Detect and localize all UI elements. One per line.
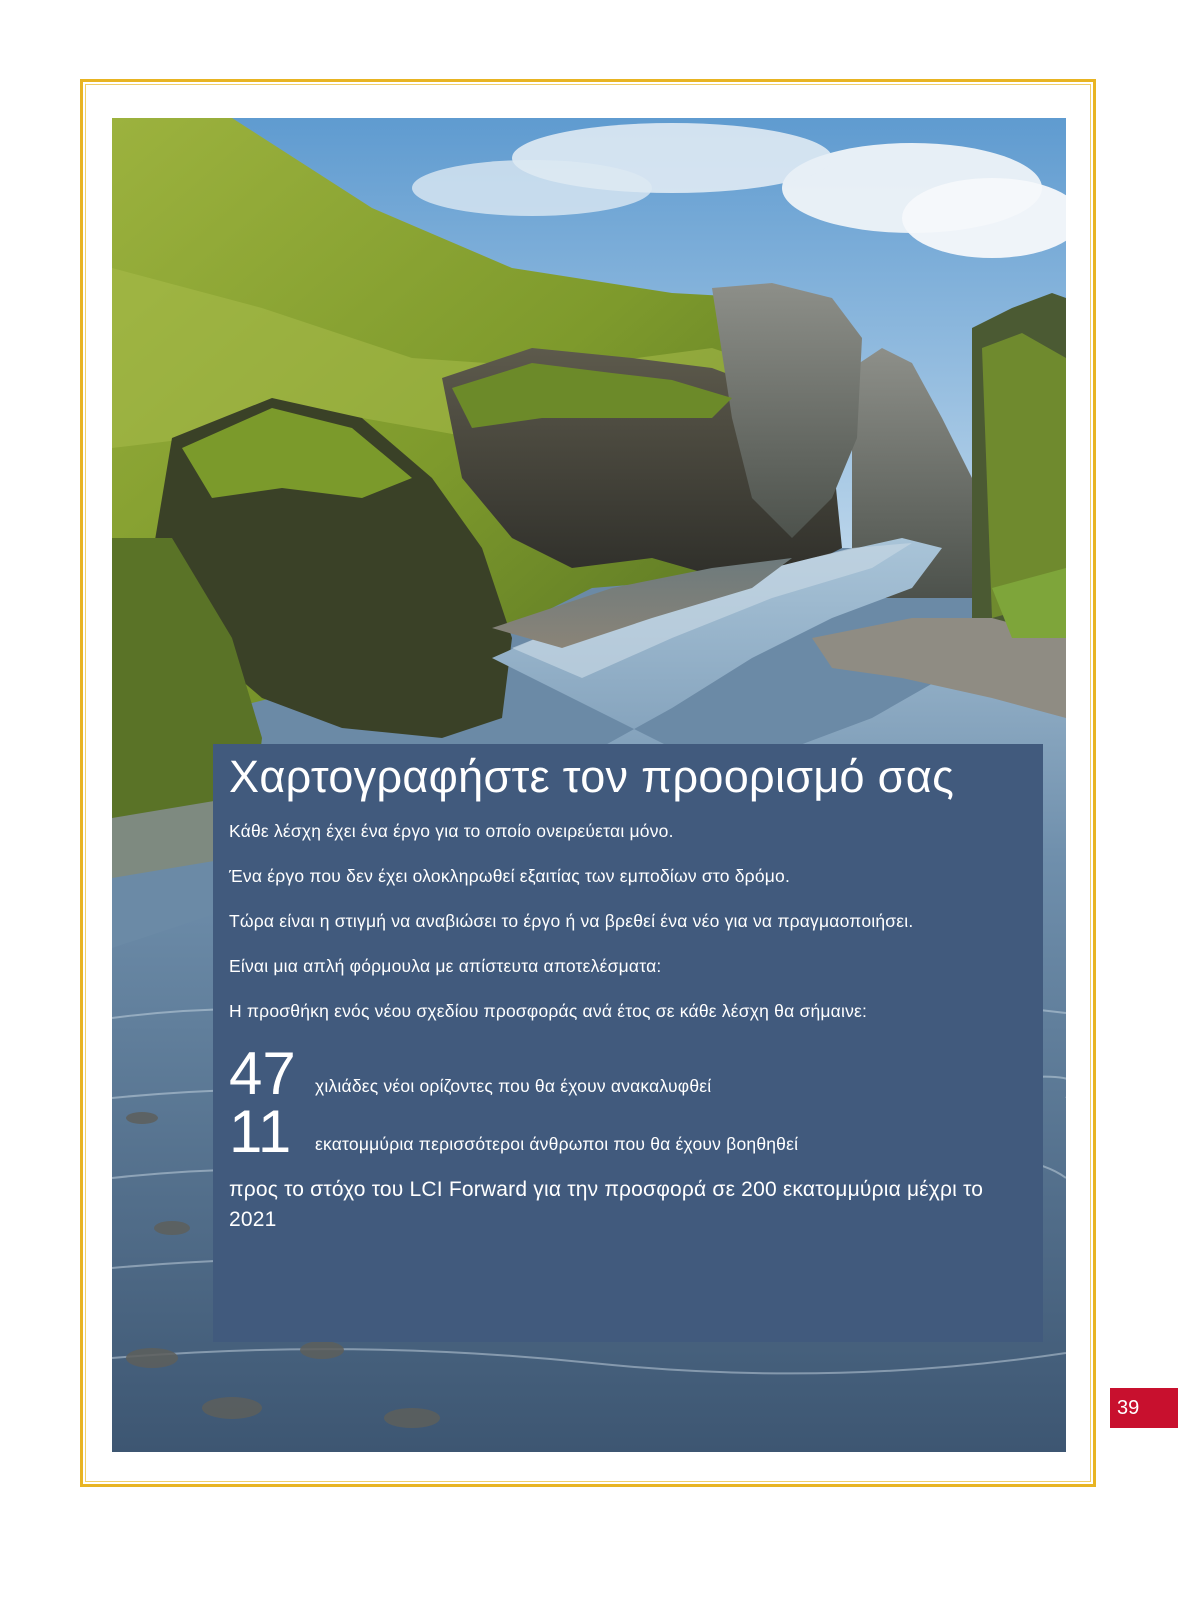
impact-paragraph: Η προσθήκη ενός νέου σχεδίου προσφοράς ανά έτος σε κάθε λέσχη θα σήμαινε: xyxy=(229,1001,868,1021)
stats-list xyxy=(229,1040,1027,1165)
stat-description: εκατομμύρια περισσότεροι άνθρωποι που θα έχουν βοηθηθεί xyxy=(315,1134,799,1154)
stat-number: 11 xyxy=(229,1098,292,1165)
panel-title: Χαρτογραφήστε τον προορισμό σας xyxy=(229,751,955,802)
stat-row-people-helped xyxy=(229,1098,1027,1165)
intro-paragraph-3: Τώρα είναι η στιγμή να αναβιώσει το έργο ή να βρεθεί ένα νέο για να πραγμαοποιήσει. xyxy=(229,911,914,931)
stat-row-horizons xyxy=(229,1040,1027,1107)
info-panel xyxy=(213,744,1043,1342)
stat-description: χιλιάδες νέοι ορίζοντες που θα έχουν ανακαλυφθεί xyxy=(315,1076,712,1096)
page-number-badge: 39 xyxy=(1110,1388,1178,1428)
intro-paragraph-2: Ένα έργο που δεν έχει ολοκληρωθεί εξαιτίας των εμποδίων στο δρόμο. xyxy=(229,866,791,886)
formula-paragraph: Είναι μια απλή φόρμουλα με απίστευτα αποτελέσματα: xyxy=(229,956,662,976)
closing-statement: προς το στόχο του LCI Forward για την προσφορά σε 200 εκατομμύρια μέχρι το 2021 xyxy=(229,1178,984,1231)
stat-number: 47 xyxy=(229,1040,296,1107)
intro-paragraph-1: Κάθε λέσχη έχει ένα έργο για το οποίο ονειρεύεται μόνο. xyxy=(229,821,674,841)
